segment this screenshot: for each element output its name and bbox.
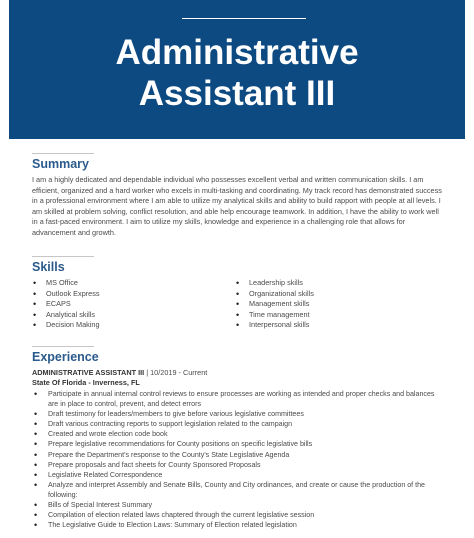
duty-item: • Bills of Special Interest Summary [32,500,446,510]
job-dates: | 10/2019 - Current [144,368,208,377]
title-line-2: Assistant III [138,74,336,113]
banner-divider [182,18,306,19]
duty-item: • Prepare the Department's response to the County's State Legislative Agenda [32,450,446,460]
duty-item: • Created and wrote election code book [32,429,446,439]
skill-item: • MS Office [32,278,235,289]
skill-item: • Analytical skills [32,310,235,321]
skill-item: • Time management [235,310,435,321]
skill-item: • Leadership skills [235,278,435,289]
skills-column-left [32,278,235,331]
duty-item: • Analyze and interpret Assembly and Senate Bills, County and City ordinances, and create or cause the production of the following: [32,480,446,500]
title-line-1: Administrative [115,33,359,72]
skill-item: • Interpersonal skills [235,320,435,331]
resume-title [9,32,465,114]
job-title: ADMINISTRATIVE ASSISTANT III [32,368,145,377]
duty-item: • Participate in annual internal control reviews to ensure processes are working as intended and proper checks and balances are in place to control, prevent, and detect errors [32,389,446,409]
duty-item: • Prepare legislative recommendations for County positions on specific legislative bills [32,439,446,449]
duties-list [32,389,446,530]
experience-heading: Experience [32,350,99,364]
skill-item: • Management skills [235,299,435,310]
skills-list [32,278,446,331]
duty-item: • The Legislative Guide to Election Laws: Summary of Election related legislation [32,520,446,530]
summary-section [32,153,446,239]
skill-item: • Decision Making [32,320,235,331]
skill-item: • Outlook Express [32,289,235,300]
section-divider [32,153,94,154]
section-divider [32,346,94,347]
duty-item: • Legislative Related Correspondence [32,470,446,480]
duty-item: • Compilation of election related laws chaptered through the current legislative session [32,510,446,520]
skill-item: • Organizational skills [235,289,435,300]
duty-item: • Draft testimony for leaders/members to give before various legislative committees [32,409,446,419]
skills-column-right [235,278,435,331]
duty-item: • Draft various contracting reports to support legislation related to the campaign [32,419,446,429]
summary-text: I am a highly dedicated and dependable individual who possesses excellent verbal and written communication skills. I am efficient, organized and a hard worker who excels in multi-tasking and coordinating. My track record has demonstrated success in a professional environment where I am able to utilize my analytical skills and ability to build rapport with people at all levels. I am skilled at problem solving, conflict resolution, and able help encourage teamwork. In addition, I have the ability to work well in a fast-paced environment. I aim to utilize my skills, knowledge and experience in a challenging role that allows for advancement and growth. [32,175,442,237]
experience-section [32,346,446,530]
duty-item: • Prepare proposals and fact sheets for County Sponsored Proposals [32,460,446,470]
skills-section [32,256,446,331]
skills-heading: Skills [32,260,65,274]
summary-heading: Summary [32,157,89,171]
job-heading [32,368,446,378]
skill-item: • ECAPS [32,299,235,310]
header-banner [9,0,465,139]
employer: State Of Florida - Inverness, FL [32,378,140,387]
section-divider [32,256,94,257]
